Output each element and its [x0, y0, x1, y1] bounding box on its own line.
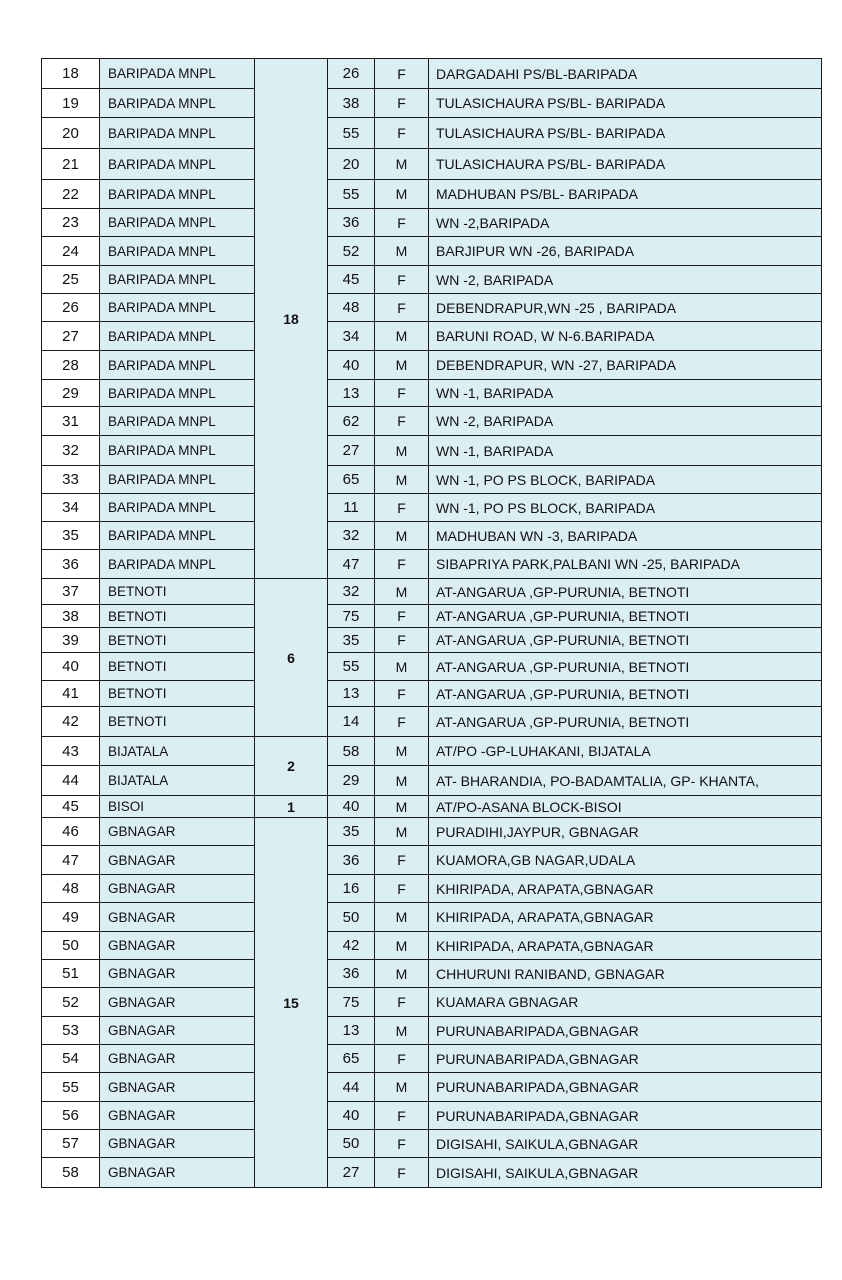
table-row: [42, 209, 822, 237]
block-name-cell: BETNOTI: [100, 628, 255, 653]
table-row: [42, 89, 822, 118]
table-row: [42, 903, 822, 932]
serial-number-cell: 49: [42, 903, 100, 932]
table-row: [42, 494, 822, 522]
address-cell: TULASICHAURA PS/BL- BARIPADA: [429, 89, 822, 118]
sex-cell: F: [375, 89, 429, 118]
sex-cell: M: [375, 466, 429, 494]
age-cell: 14: [328, 707, 375, 737]
block-name-cell: GBNAGAR: [100, 1073, 255, 1102]
sex-cell: F: [375, 59, 429, 89]
address-cell: AT-ANGARUA ,GP-PURUNIA, BETNOTI: [429, 605, 822, 628]
block-name-cell: BETNOTI: [100, 579, 255, 605]
address-cell: AT/PO -GP-LUHAKANI, BIJATALA: [429, 737, 822, 766]
address-cell: AT-ANGARUA ,GP-PURUNIA, BETNOTI: [429, 628, 822, 653]
serial-number-cell: 19: [42, 89, 100, 118]
serial-number-cell: 52: [42, 988, 100, 1017]
block-name-cell: BARIPADA MNPL: [100, 407, 255, 436]
table-row: [42, 681, 822, 707]
block-name-cell: GBNAGAR: [100, 846, 255, 875]
sex-cell: M: [375, 322, 429, 351]
serial-number-cell: 32: [42, 436, 100, 466]
serial-number-cell: 57: [42, 1130, 100, 1158]
age-cell: 62: [328, 407, 375, 436]
serial-number-cell: 44: [42, 766, 100, 796]
group-count-cell: 18: [255, 59, 328, 579]
block-name-cell: BARIPADA MNPL: [100, 436, 255, 466]
address-cell: DIGISAHI, SAIKULA,GBNAGAR: [429, 1130, 822, 1158]
age-cell: 65: [328, 466, 375, 494]
address-cell: DIGISAHI, SAIKULA,GBNAGAR: [429, 1158, 822, 1188]
sex-cell: F: [375, 1045, 429, 1073]
serial-number-cell: 39: [42, 628, 100, 653]
address-cell: AT-ANGARUA ,GP-PURUNIA, BETNOTI: [429, 653, 822, 681]
age-cell: 48: [328, 294, 375, 322]
table-row: [42, 707, 822, 737]
serial-number-cell: 58: [42, 1158, 100, 1188]
age-cell: 27: [328, 1158, 375, 1188]
serial-number-cell: 45: [42, 796, 100, 818]
block-name-cell: GBNAGAR: [100, 960, 255, 988]
address-cell: AT-ANGARUA ,GP-PURUNIA, BETNOTI: [429, 579, 822, 605]
age-cell: 34: [328, 322, 375, 351]
block-name-cell: BETNOTI: [100, 707, 255, 737]
age-cell: 50: [328, 903, 375, 932]
address-cell: BARUNI ROAD, W N-6.BARIPADA: [429, 322, 822, 351]
sex-cell: F: [375, 1130, 429, 1158]
age-cell: 40: [328, 351, 375, 380]
address-cell: KUAMORA,GB NAGAR,UDALA: [429, 846, 822, 875]
age-cell: 38: [328, 89, 375, 118]
block-name-cell: BARIPADA MNPL: [100, 380, 255, 407]
table-row: [42, 380, 822, 407]
serial-number-cell: 48: [42, 875, 100, 903]
sex-cell: F: [375, 846, 429, 875]
sex-cell: M: [375, 737, 429, 766]
address-cell: WN -2, BARIPADA: [429, 266, 822, 294]
serial-number-cell: 51: [42, 960, 100, 988]
serial-number-cell: 25: [42, 266, 100, 294]
table-row: [42, 988, 822, 1017]
block-name-cell: BARIPADA MNPL: [100, 209, 255, 237]
serial-number-cell: 35: [42, 522, 100, 550]
serial-number-cell: 38: [42, 605, 100, 628]
address-cell: KHIRIPADA, ARAPATA,GBNAGAR: [429, 932, 822, 960]
serial-number-cell: 33: [42, 466, 100, 494]
address-cell: TULASICHAURA PS/BL- BARIPADA: [429, 118, 822, 149]
address-cell: MADHUBAN WN -3, BARIPADA: [429, 522, 822, 550]
serial-number-cell: 34: [42, 494, 100, 522]
table-row: [42, 796, 822, 818]
table-row: [42, 1073, 822, 1102]
address-cell: SIBAPRIYA PARK,PALBANI WN -25, BARIPADA: [429, 550, 822, 579]
sex-cell: F: [375, 550, 429, 579]
serial-number-cell: 56: [42, 1102, 100, 1130]
sex-cell: F: [375, 707, 429, 737]
address-cell: AT-ANGARUA ,GP-PURUNIA, BETNOTI: [429, 681, 822, 707]
serial-number-cell: 53: [42, 1017, 100, 1045]
address-cell: WN -2,BARIPADA: [429, 209, 822, 237]
sex-cell: M: [375, 351, 429, 380]
serial-number-cell: 46: [42, 818, 100, 846]
block-name-cell: BARIPADA MNPL: [100, 89, 255, 118]
block-name-cell: BETNOTI: [100, 653, 255, 681]
address-cell: WN -1, BARIPADA: [429, 436, 822, 466]
block-name-cell: GBNAGAR: [100, 818, 255, 846]
sex-cell: M: [375, 1017, 429, 1045]
table-row: [42, 1017, 822, 1045]
sex-cell: F: [375, 988, 429, 1017]
address-cell: PURADIHI,JAYPUR, GBNAGAR: [429, 818, 822, 846]
address-cell: WN -1, BARIPADA: [429, 380, 822, 407]
table-row: [42, 266, 822, 294]
serial-number-cell: 22: [42, 180, 100, 209]
age-cell: 32: [328, 579, 375, 605]
sex-cell: F: [375, 266, 429, 294]
block-name-cell: GBNAGAR: [100, 875, 255, 903]
table-row: [42, 1102, 822, 1130]
serial-number-cell: 37: [42, 579, 100, 605]
sex-cell: F: [375, 118, 429, 149]
table-row: [42, 605, 822, 628]
age-cell: 32: [328, 522, 375, 550]
serial-number-cell: 28: [42, 351, 100, 380]
block-name-cell: BARIPADA MNPL: [100, 59, 255, 89]
table-row: [42, 407, 822, 436]
block-name-cell: BARIPADA MNPL: [100, 466, 255, 494]
age-cell: 75: [328, 988, 375, 1017]
sex-cell: M: [375, 180, 429, 209]
sex-cell: F: [375, 209, 429, 237]
address-cell: AT-ANGARUA ,GP-PURUNIA, BETNOTI: [429, 707, 822, 737]
table-row: [42, 1158, 822, 1188]
block-name-cell: GBNAGAR: [100, 1130, 255, 1158]
serial-number-cell: 27: [42, 322, 100, 351]
block-name-cell: BARIPADA MNPL: [100, 266, 255, 294]
table-row: [42, 653, 822, 681]
block-name-cell: GBNAGAR: [100, 932, 255, 960]
table-row: [42, 1045, 822, 1073]
age-cell: 26: [328, 59, 375, 89]
table-row: [42, 436, 822, 466]
serial-number-cell: 23: [42, 209, 100, 237]
table-row: [42, 932, 822, 960]
block-name-cell: BARIPADA MNPL: [100, 522, 255, 550]
block-name-cell: GBNAGAR: [100, 1102, 255, 1130]
age-cell: 40: [328, 796, 375, 818]
address-cell: PURUNABARIPADA,GBNAGAR: [429, 1073, 822, 1102]
serial-number-cell: 36: [42, 550, 100, 579]
address-cell: WN -2, BARIPADA: [429, 407, 822, 436]
table-row: [42, 766, 822, 796]
table-row: [42, 737, 822, 766]
age-cell: 58: [328, 737, 375, 766]
beneficiary-table: [41, 58, 822, 1188]
block-name-cell: GBNAGAR: [100, 988, 255, 1017]
sex-cell: M: [375, 522, 429, 550]
block-name-cell: GBNAGAR: [100, 1158, 255, 1188]
serial-number-cell: 50: [42, 932, 100, 960]
address-cell: MADHUBAN PS/BL- BARIPADA: [429, 180, 822, 209]
serial-number-cell: 54: [42, 1045, 100, 1073]
address-cell: PURUNABARIPADA,GBNAGAR: [429, 1102, 822, 1130]
sex-cell: F: [375, 875, 429, 903]
address-cell: CHHURUNI RANIBAND, GBNAGAR: [429, 960, 822, 988]
group-count-cell: 6: [255, 579, 328, 737]
age-cell: 13: [328, 1017, 375, 1045]
block-name-cell: BARIPADA MNPL: [100, 237, 255, 266]
block-name-cell: BISOI: [100, 796, 255, 818]
address-cell: KUAMARA GBNAGAR: [429, 988, 822, 1017]
table-row: [42, 960, 822, 988]
age-cell: 11: [328, 494, 375, 522]
sex-cell: F: [375, 1102, 429, 1130]
address-cell: KHIRIPADA, ARAPATA,GBNAGAR: [429, 875, 822, 903]
sex-cell: M: [375, 237, 429, 266]
age-cell: 47: [328, 550, 375, 579]
block-name-cell: BARIPADA MNPL: [100, 351, 255, 380]
table-row: [42, 149, 822, 180]
block-name-cell: GBNAGAR: [100, 1017, 255, 1045]
table-row: [42, 522, 822, 550]
age-cell: 20: [328, 149, 375, 180]
sex-cell: M: [375, 579, 429, 605]
address-cell: AT/PO-ASANA BLOCK-BISOI: [429, 796, 822, 818]
sex-cell: F: [375, 681, 429, 707]
age-cell: 55: [328, 180, 375, 209]
block-name-cell: BARIPADA MNPL: [100, 118, 255, 149]
table-row: [42, 237, 822, 266]
block-name-cell: BIJATALA: [100, 766, 255, 796]
age-cell: 36: [328, 960, 375, 988]
sex-cell: F: [375, 294, 429, 322]
serial-number-cell: 55: [42, 1073, 100, 1102]
table-row: [42, 466, 822, 494]
sex-cell: F: [375, 407, 429, 436]
sex-cell: F: [375, 628, 429, 653]
sex-cell: F: [375, 1158, 429, 1188]
age-cell: 40: [328, 1102, 375, 1130]
sex-cell: M: [375, 436, 429, 466]
table-row: [42, 846, 822, 875]
table-row: [42, 351, 822, 380]
age-cell: 42: [328, 932, 375, 960]
table-row: [42, 1130, 822, 1158]
block-name-cell: BARIPADA MNPL: [100, 149, 255, 180]
serial-number-cell: 26: [42, 294, 100, 322]
sex-cell: M: [375, 932, 429, 960]
table-row: [42, 550, 822, 579]
age-cell: 75: [328, 605, 375, 628]
age-cell: 36: [328, 846, 375, 875]
address-cell: TULASICHAURA PS/BL- BARIPADA: [429, 149, 822, 180]
address-cell: BARJIPUR WN -26, BARIPADA: [429, 237, 822, 266]
sex-cell: F: [375, 605, 429, 628]
sex-cell: M: [375, 960, 429, 988]
serial-number-cell: 40: [42, 653, 100, 681]
serial-number-cell: 47: [42, 846, 100, 875]
age-cell: 36: [328, 209, 375, 237]
serial-number-cell: 21: [42, 149, 100, 180]
address-cell: DEBENDRAPUR, WN -27, BARIPADA: [429, 351, 822, 380]
serial-number-cell: 29: [42, 380, 100, 407]
serial-number-cell: 43: [42, 737, 100, 766]
block-name-cell: BARIPADA MNPL: [100, 550, 255, 579]
table-row: [42, 579, 822, 605]
serial-number-cell: 31: [42, 407, 100, 436]
age-cell: 45: [328, 266, 375, 294]
sex-cell: M: [375, 903, 429, 932]
sex-cell: M: [375, 1073, 429, 1102]
serial-number-cell: 42: [42, 707, 100, 737]
serial-number-cell: 18: [42, 59, 100, 89]
address-cell: DARGADAHI PS/BL-BARIPADA: [429, 59, 822, 89]
serial-number-cell: 24: [42, 237, 100, 266]
address-cell: KHIRIPADA, ARAPATA,GBNAGAR: [429, 903, 822, 932]
table-row: [42, 59, 822, 89]
sex-cell: F: [375, 494, 429, 522]
serial-number-cell: 20: [42, 118, 100, 149]
table-row: [42, 875, 822, 903]
serial-number-cell: 41: [42, 681, 100, 707]
table-row: [42, 180, 822, 209]
table-row: [42, 628, 822, 653]
age-cell: 65: [328, 1045, 375, 1073]
age-cell: 50: [328, 1130, 375, 1158]
age-cell: 52: [328, 237, 375, 266]
address-cell: WN -1, PO PS BLOCK, BARIPADA: [429, 466, 822, 494]
group-count-cell: 2: [255, 737, 328, 796]
age-cell: 35: [328, 628, 375, 653]
sex-cell: M: [375, 818, 429, 846]
block-name-cell: BETNOTI: [100, 681, 255, 707]
table-row: [42, 294, 822, 322]
table-row: [42, 118, 822, 149]
group-count-cell: 1: [255, 796, 328, 818]
block-name-cell: BARIPADA MNPL: [100, 322, 255, 351]
address-cell: PURUNABARIPADA,GBNAGAR: [429, 1017, 822, 1045]
age-cell: 27: [328, 436, 375, 466]
age-cell: 16: [328, 875, 375, 903]
block-name-cell: BARIPADA MNPL: [100, 180, 255, 209]
age-cell: 13: [328, 681, 375, 707]
table-row: [42, 818, 822, 846]
table-row: [42, 322, 822, 351]
age-cell: 55: [328, 653, 375, 681]
block-name-cell: GBNAGAR: [100, 903, 255, 932]
age-cell: 35: [328, 818, 375, 846]
sex-cell: M: [375, 796, 429, 818]
block-name-cell: BIJATALA: [100, 737, 255, 766]
age-cell: 13: [328, 380, 375, 407]
address-cell: AT- BHARANDIA, PO-BADAMTALIA, GP- KHANTA,: [429, 766, 822, 796]
block-name-cell: BARIPADA MNPL: [100, 294, 255, 322]
address-cell: PURUNABARIPADA,GBNAGAR: [429, 1045, 822, 1073]
address-cell: DEBENDRAPUR,WN -25 , BARIPADA: [429, 294, 822, 322]
age-cell: 29: [328, 766, 375, 796]
block-name-cell: BETNOTI: [100, 605, 255, 628]
sex-cell: M: [375, 766, 429, 796]
sex-cell: F: [375, 380, 429, 407]
block-name-cell: BARIPADA MNPL: [100, 494, 255, 522]
sex-cell: M: [375, 149, 429, 180]
age-cell: 44: [328, 1073, 375, 1102]
address-cell: WN -1, PO PS BLOCK, BARIPADA: [429, 494, 822, 522]
sex-cell: M: [375, 653, 429, 681]
age-cell: 55: [328, 118, 375, 149]
block-name-cell: GBNAGAR: [100, 1045, 255, 1073]
group-count-cell: 15: [255, 818, 328, 1188]
